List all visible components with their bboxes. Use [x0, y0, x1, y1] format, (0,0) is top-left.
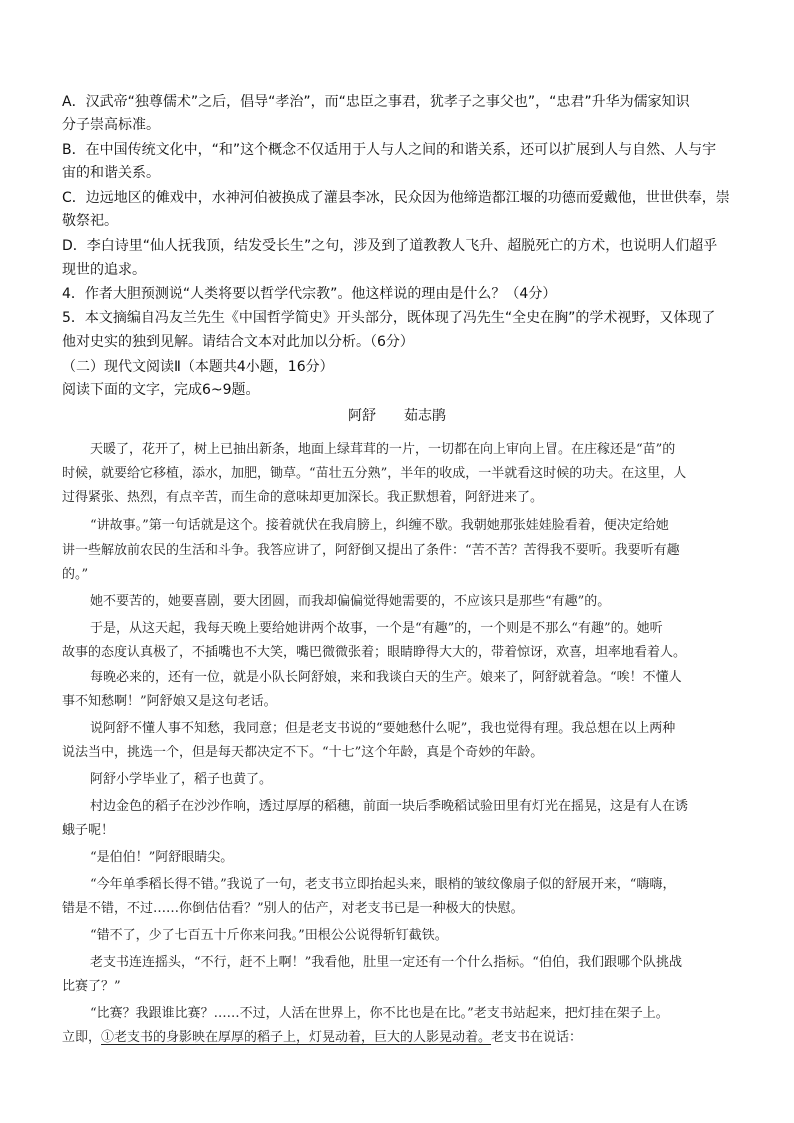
reading-instruction: 阅读下面的文字，完成6~9题。: [62, 382, 260, 398]
question-5-line-2: 他对史实的独到见解。请结合文本对此加以分析。（6分）: [62, 334, 414, 350]
option-c-line-2: 敬祭祀。: [62, 213, 118, 229]
story-paragraph-6-line-1: 说阿舒不懂人事不知愁，我同意；但是老支书说的“要她愁什么呢”，我也觉得有理。我总想在以上两种: [90, 721, 676, 736]
story-author: 茹志鹃: [404, 408, 446, 424]
story-paragraph-10-line-1: “今年单季稻长得不错。”我说了一句，老支书立即抬起头来，眼梢的皱纹像扇子似的舒展开来，“嗨嗨，: [90, 877, 676, 892]
story-paragraph-1-line-2: 时候，就要给它移植，添水，加肥，锄草。“苗壮五分熟”，半年的收成，一半就看这时候的功夫。在这里，人: [62, 466, 687, 481]
story-paragraph-2-line-3: 的。”: [62, 567, 89, 582]
option-d-line-1: D．李白诗里“仙人抚我顶，结发受长生”之句，涉及到了道教教人飞升、超脱死亡的方术，也说明人们超乎: [62, 238, 718, 254]
story-paragraph-1-line-3: 过得紧张、热烈，有点辛苦，而生命的意味却更加深长。我正默想着，阿舒进来了。: [62, 490, 544, 505]
section-heading: （二）现代文阅读Ⅱ（本题共4小题，16分）: [62, 359, 334, 375]
story-paragraph-13-line-1: “比赛？我跟谁比赛？……不过，人活在世界上，你不比也是在比。”老支书站起来，把灯挂在架子上。: [90, 1006, 669, 1021]
question-4: 4．作者大胆预测说“人类将要以哲学代宗教”。他这样说的理由是什么？（4分）: [62, 286, 557, 302]
story-paragraph-10-line-2: 错是不错，不过……你倒估估看？”别人的估产，对老支书已是一种极大的快慰。: [62, 901, 524, 916]
story-paragraph-13-prefix: 立即，: [62, 1030, 102, 1045]
story-paragraph-4-line-2: 故事的态度认真极了，不插嘴也不大笑，嘴巴微微张着；眼睛睁得大大的，带着惊讶，欢喜，坦率地看着人。: [62, 645, 687, 660]
story-paragraph-3-line-1: 她不要苦的，她要喜剧，要大团圆，而我却偏偏觉得她需要的，不应该只是那些“有趣”的。: [90, 594, 611, 609]
story-paragraph-13-line-2: [62, 1028, 742, 1048]
story-paragraph-8-line-1: 村边金色的稻子在沙沙作响，透过厚厚的稻穗，前面一块后季晚稻试验田里有灯光在摇晃，这是有人在诱: [90, 799, 689, 814]
story-title-line: [0, 406, 794, 426]
story-paragraph-9-line-1: “是伯伯！”阿舒眼睛尖。: [90, 850, 234, 865]
story-paragraph-12-line-2: 比赛了？”: [62, 979, 121, 994]
story-paragraph-8-line-2: 蛾子呢！: [62, 823, 115, 838]
option-a-line-1: A．汉武帝“独尊儒术”之后，倡导“孝治”，而“忠臣之事君，犹孝子之事父也”，“忠君”升华为儒家知识: [62, 94, 690, 110]
story-paragraph-6-line-2: 说法当中，挑选一个，但是每天都决定不下。“十七”这个年龄，真是个奇妙的年龄。: [62, 745, 544, 760]
story-paragraph-4-line-1: 于是，从这天起，我每天晚上要给她讲两个故事，一个是“有趣”的，一个则是不那么“有趣”的。她听: [90, 621, 663, 636]
story-paragraph-5-line-1: 每晚必来的，还有一位，就是小队长阿舒娘，来和我谈白天的生产。娘来了，阿舒就着急。“唉！不懂人: [90, 670, 682, 685]
story-paragraph-2-line-2: 讲一些解放前农民的生活和斗争。我答应讲了，阿舒倒又提出了条件：“苦不苦？苦得我不要听。我要听有趣: [62, 543, 680, 558]
story-paragraph-5-line-2: 事不知愁啊！”阿舒娘又是这句老话。: [62, 694, 277, 709]
story-paragraph-12-line-1: 老支书连连摇头，“不行，赶不上啊！”我看他，肚里一定还有一个什么指标。“伯伯，我们跟哪个队挑战: [90, 955, 682, 970]
option-a-line-2: 分子崇高标准。: [62, 117, 160, 133]
option-c-line-1: C．边远地区的傩戏中，水神河伯被换成了灌县李冰，民众因为他缔造都江堰的功德而爱戴他，世世供奉，崇: [62, 190, 730, 206]
option-b-line-1: B．在中国传统文化中，“和”这个概念不仅适用于人与人之间的和谐关系，还可以扩展到人与自然、人与宇: [62, 142, 717, 158]
story-paragraph-7-line-1: 阿舒小学毕业了，稻子也黄了。: [90, 772, 273, 787]
story-title: 阿舒: [348, 408, 376, 424]
story-paragraph-1-line-1: 天暖了，花开了，树上已抽出新条，地面上绿茸茸的一片，一切都在向上审向上冒。在庄稼还是“苗”的: [90, 442, 676, 457]
option-b-line-2: 宙的和谐关系。: [62, 165, 160, 181]
question-5-line-1: 5．本文摘编自冯友兰先生《中国哲学简史》开头部分，既体现了冯先生“全史在胸”的学术视野，又体现了: [62, 310, 716, 326]
story-paragraph-11-line-1: “错不了，少了七百五十斤你来问我。”田根公公说得斩钉截铁。: [90, 928, 448, 943]
story-paragraph-13-suffix: 老支书在说话：: [491, 1030, 583, 1045]
option-d-line-2: 现世的追求。: [62, 262, 146, 278]
story-paragraph-2-line-1: “讲故事。”第一句话就是这个。接着就伏在我肩膀上，纠缠不歇。我朝她那张娃娃脸看着，便决定给她: [90, 518, 669, 533]
underlined-sentence-1: ①老支书的身影映在厚厚的稻子上，灯晃动着，巨大的人影晃动着。: [101, 1030, 492, 1045]
